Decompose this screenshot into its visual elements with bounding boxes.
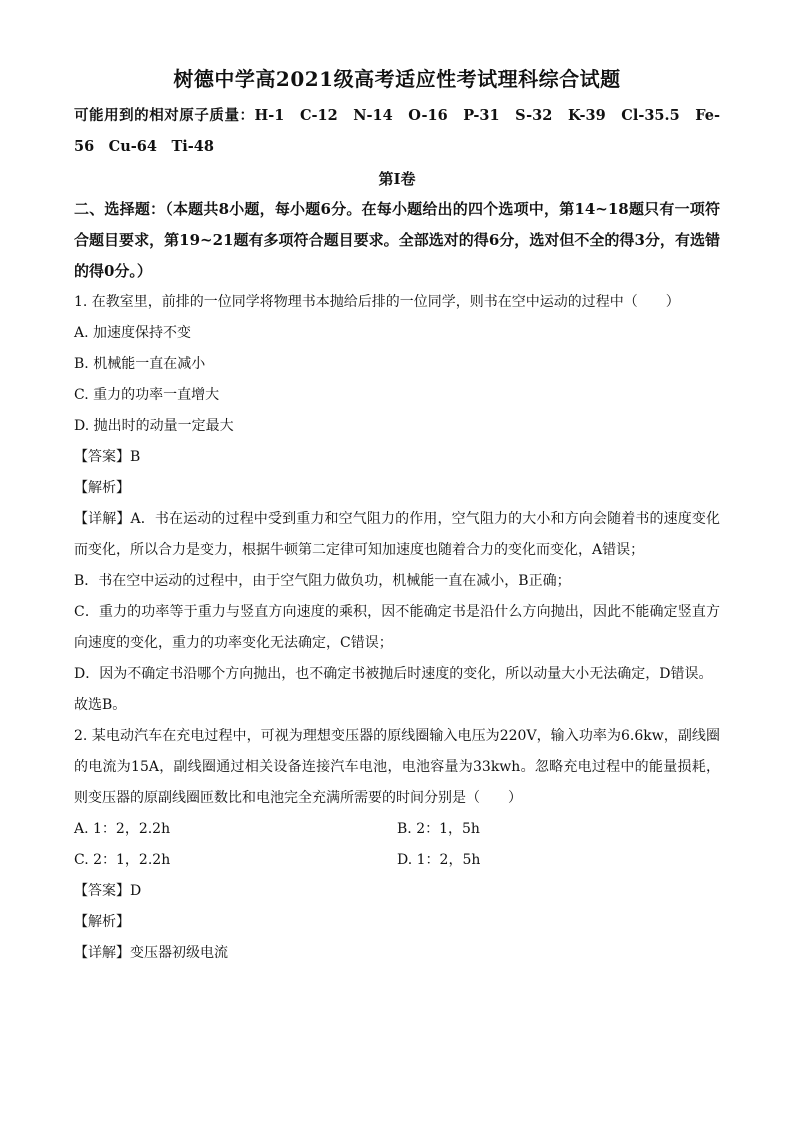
- question-2-analysis-label: 【解析】: [74, 914, 130, 930]
- question-2-option-d: D. 1：2，5h: [397, 852, 481, 868]
- question-1-analysis-label: 【解析】: [74, 480, 130, 496]
- question-1-detail-a: 【详解】A．书在运动的过程中受到重力和空气阻力的作用，空气阻力的大小和方向会随着书的速度变化而变化，所以合力是变力，根据牛顿第二定律可知加速度也随着合力的变化而变化，A错误；: [74, 511, 720, 558]
- section-instructions: 二、选择题：（本题共8小题，每小题6分。在每小题给出的四个选项中，第14~18题只有一项符合题目要求，第19~21题有多项符合题目要求。全部选对的得6分，选对但不全的得3分，有选错的得0分。）: [74, 200, 720, 280]
- question-1-option-b: B. 机械能一直在减小: [74, 356, 206, 372]
- question-1-detail-d: D．因为不确定书沿哪个方向抛出，也不确定书被抛后时速度的变化，所以动量大小无法确定，D错误。: [74, 666, 713, 682]
- question-2-option-c: C. 2：1，2.2h: [74, 852, 171, 868]
- question-2-stem: 2. 某电动汽车在充电过程中，可视为理想变压器的原线圈输入电压为220V，输入功率为6.6kw，副线圈的电流为15A，副线圈通过相关设备连接汽车电池，电池容量为33kwh。忽略充电过程中的能量损耗，则变压器的原副线圈匝数比和电池完全充满所需要的时间分别是（ ）: [74, 728, 720, 806]
- question-2-option-a: A. 1：2，2.2h: [74, 821, 171, 837]
- question-2-options-row-2: [74, 845, 720, 876]
- question-1-stem: 1. 在教室里，前排的一位同学将物理书本抛给后排的一位同学，则书在空中运动的过程中（ ）: [74, 294, 680, 310]
- question-1-detail-b: B．书在空中运动的过程中，由于空气阻力做负功，机械能一直在减小，B正确；: [74, 573, 571, 589]
- question-1-detail-c: C．重力的功率等于重力与竖直方向速度的乘积，因不能确定书是沿什么方向抛出，因此不能确定竖直方向速度的变化，重力的功率变化无法确定，C错误；: [74, 604, 720, 651]
- question-1-option-a: A. 加速度保持不变: [74, 325, 192, 341]
- question-1-answer: 【答案】B: [74, 449, 141, 465]
- question-2-detail: 【详解】变压器初级电流: [74, 945, 228, 961]
- question-1-option-c: C. 重力的功率一直增大: [74, 387, 220, 403]
- atomic-masses: 可能用到的相对原子质量：H-1 C-12 N-14 O-16 P-31 S-32 K-39 Cl-35.5 Fe-56 Cu-64 Ti-48: [74, 107, 720, 155]
- page-title: 树德中学高2021级高考适应性考试理科综合试题: [173, 67, 621, 91]
- question-1-option-d: D. 抛出时的动量一定最大: [74, 418, 234, 434]
- question-1-conclusion: 故选B。: [74, 697, 127, 713]
- volume-heading: 第Ⅰ卷: [378, 170, 416, 188]
- question-2-options-row-1: [74, 814, 720, 845]
- question-2-option-b: B. 2：1，5h: [397, 821, 480, 837]
- question-2-answer: 【答案】D: [74, 883, 142, 899]
